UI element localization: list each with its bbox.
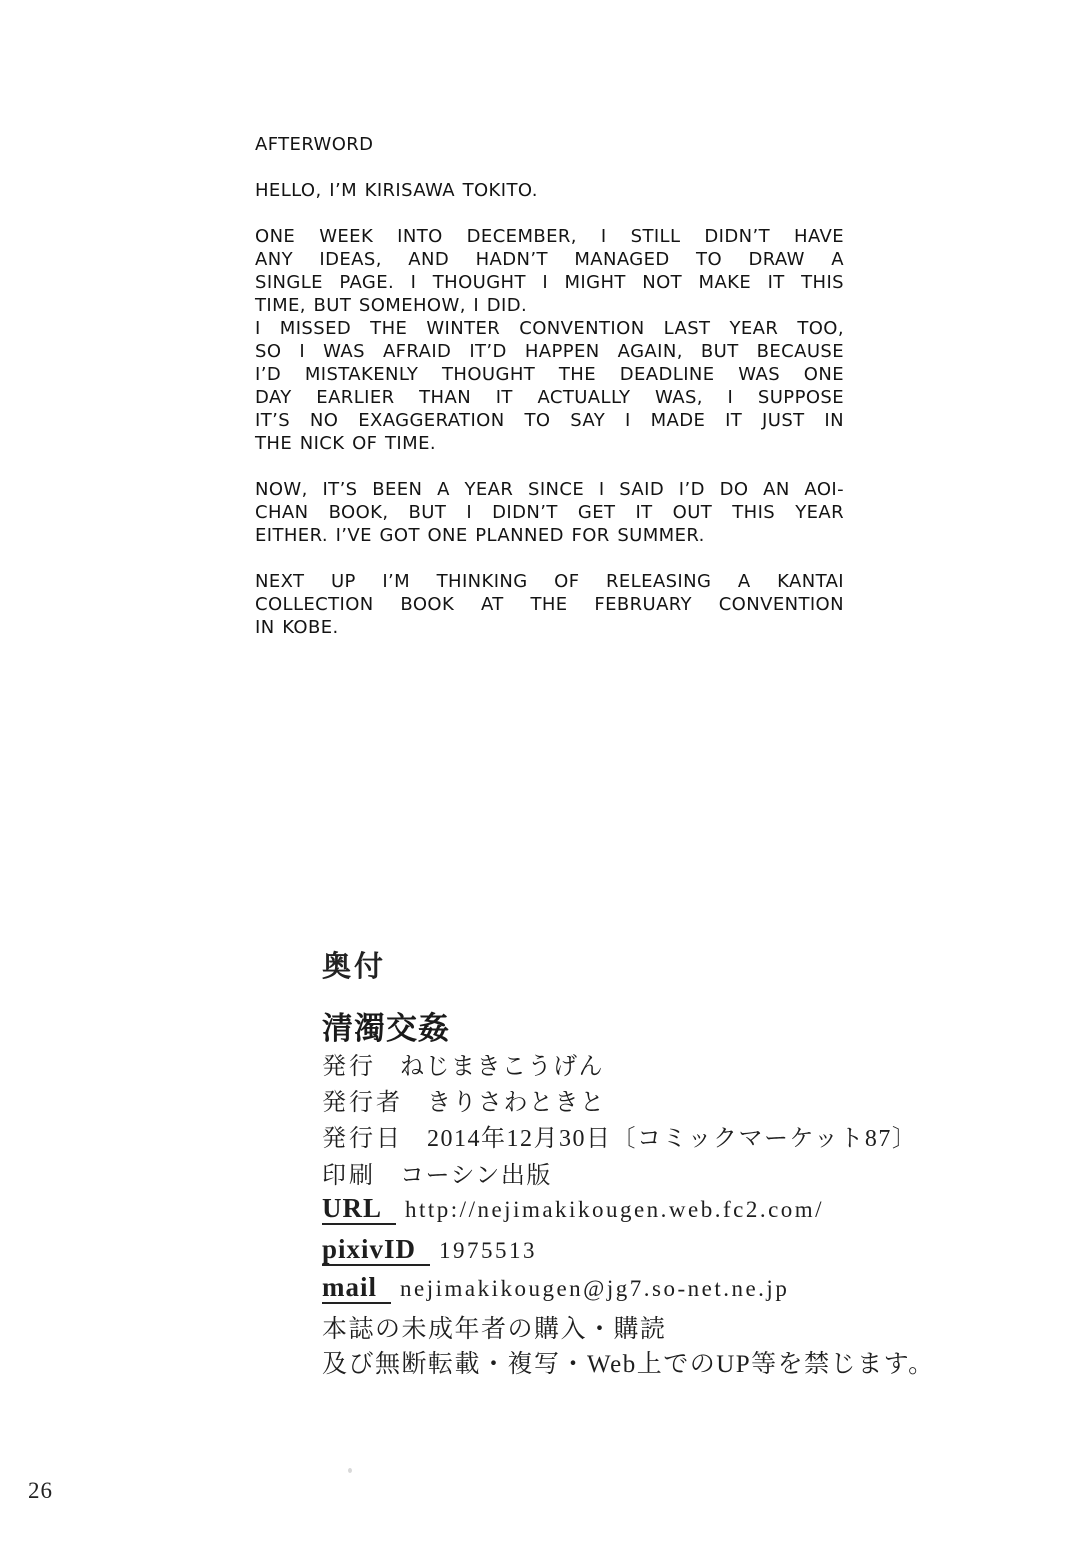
colophon-row-author bbox=[322, 1082, 606, 1117]
colophon-row-mail bbox=[322, 1272, 789, 1303]
colophon-row-printer bbox=[322, 1155, 552, 1190]
row-value: きりさわときと bbox=[427, 1090, 606, 1116]
notice-line: 本誌の未成年者の購入・購読 bbox=[322, 1316, 667, 1343]
colophon-row-date bbox=[322, 1118, 917, 1153]
afterword-line: I MISSED THE WINTER CONVENTION LAST YEAR TOO, bbox=[255, 318, 844, 339]
afterword-line: I’D MISTAKENLY THOUGHT THE DEADLINE WAS ONE bbox=[255, 364, 844, 385]
colophon-row-pixiv bbox=[322, 1234, 537, 1265]
afterword-line: DAY EARLIER THAN IT ACTUALLY WAS, I SUPPOSE bbox=[255, 387, 844, 408]
notice-line: 及び無断転載・複写・Web上でのUP等を禁じます。 bbox=[322, 1351, 935, 1378]
row-value: コーシン出版 bbox=[400, 1163, 552, 1189]
row-label: 発行日 bbox=[322, 1126, 403, 1152]
afterword-line: CHAN BOOK, BUT I DIDN’T GET IT OUT THIS YEAR bbox=[255, 502, 844, 523]
afterword-line: ANY IDEAS, AND HADN’T MANAGED TO DRAW A bbox=[255, 249, 844, 270]
afterword-line: ONE WEEK INTO DECEMBER, I STILL DIDN’T HAVE bbox=[255, 226, 844, 247]
row-label: 発行者 bbox=[322, 1090, 403, 1116]
page-number: 26 bbox=[28, 1478, 53, 1503]
colophon-row-url bbox=[322, 1193, 824, 1224]
afterword-line: NOW, IT’S BEEN A YEAR SINCE I SAID I’D DO AN AOI- bbox=[255, 479, 844, 500]
url-label: URL bbox=[322, 1193, 396, 1225]
afterword-line: NEXT UP I’M THINKING OF RELEASING A KANTAI bbox=[255, 571, 844, 592]
afterword-line: SO I WAS AFRAID IT’D HAPPEN AGAIN, BUT BECAUSE bbox=[255, 341, 844, 362]
colophon-heading: 奥付 bbox=[322, 951, 387, 983]
row-label: 発行 bbox=[322, 1054, 376, 1080]
pixiv-label: pixivID bbox=[322, 1234, 430, 1266]
url-value: http://nejimakikougen.web.fc2.com/ bbox=[405, 1197, 825, 1222]
afterword-line: TIME, BUT SOMEHOW, I DID. bbox=[255, 295, 528, 316]
afterword-line: SINGLE PAGE. I THOUGHT I MIGHT NOT MAKE IT THIS bbox=[255, 272, 844, 293]
colophon-row-publisher bbox=[322, 1046, 604, 1081]
afterword-greeting: HELLO, I’M KIRISAWA TOKITO. bbox=[255, 180, 538, 201]
mail-label: mail bbox=[322, 1272, 391, 1304]
row-value: ねじまきこうげん bbox=[400, 1054, 604, 1080]
pixiv-value: 1975513 bbox=[439, 1238, 538, 1263]
afterword-line: EITHER. I’VE GOT ONE PLANNED FOR SUMMER. bbox=[255, 525, 705, 546]
row-label: 印刷 bbox=[322, 1163, 376, 1189]
afterword-line: IN KOBE. bbox=[255, 617, 339, 638]
afterword-heading: AFTERWORD bbox=[255, 134, 374, 155]
scan-artifact-speck bbox=[348, 1468, 352, 1473]
mail-value: nejimakikougen@jg7.so-net.ne.jp bbox=[400, 1276, 790, 1301]
afterword-line: IT’S NO EXAGGERATION TO SAY I MADE IT JUST IN bbox=[255, 410, 844, 431]
afterword-line: THE NICK OF TIME. bbox=[255, 433, 436, 454]
book-title: 清濁交姦 bbox=[322, 1011, 450, 1046]
row-value: 2014年12月30日〔コミックマーケット87〕 bbox=[427, 1126, 918, 1152]
afterword-line: COLLECTION BOOK AT THE FEBRUARY CONVENTION bbox=[255, 594, 844, 615]
